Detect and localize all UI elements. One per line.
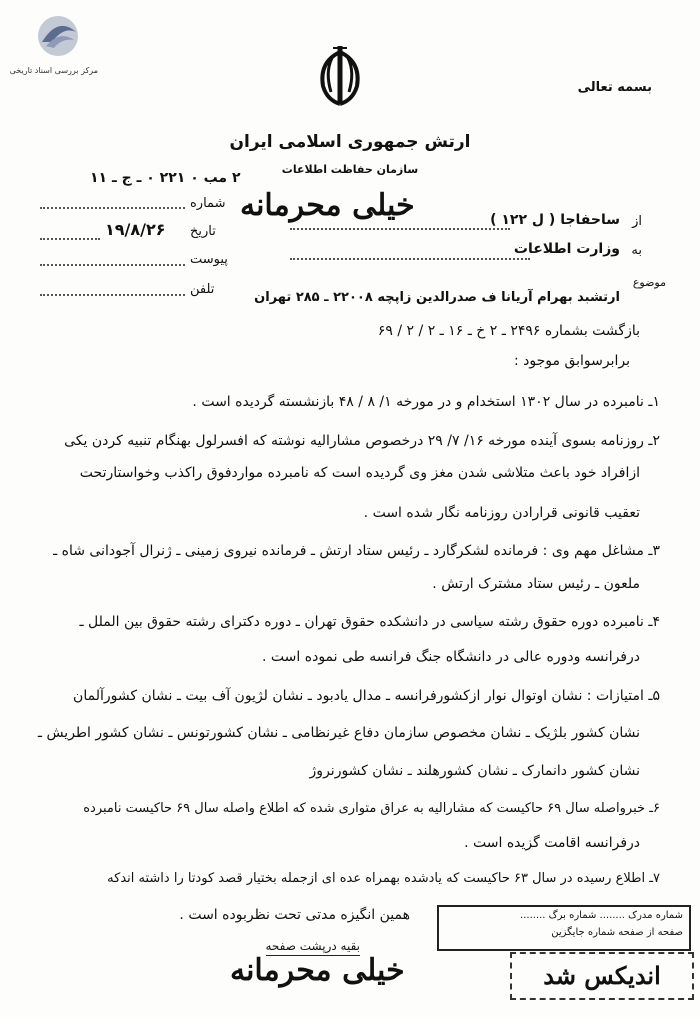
from-value: ساحفاجا ( ل ۱۲۲ ) — [490, 212, 620, 228]
body-line: ۳ـ مشاغل مهم وی : فرمانده لشکرگارد ـ رئیس ستاد ارتش ـ فرمانده نیروی زمینی ـ ژنرال آجودانی شاه ـ — [53, 543, 660, 559]
from-dots — [290, 228, 510, 230]
number-dots — [40, 207, 185, 209]
body-line: نشان کشور بلژیک ـ نشان مخصوص سازمان دفاع غیرنظامی ـ نشان کشورتونس ـ نشان کشور اطریش ـ — [37, 725, 640, 741]
from-label: از — [632, 214, 642, 229]
body-line: ملعون ـ رئیس ستاد مشترک ارتش . — [432, 576, 640, 592]
letter-number-value: ۲ مب ۰ ۲۲۱ ۰ ـ ج ـ ۱۱ — [90, 170, 241, 186]
classification-stamp-bottom: خیلی محرمانه — [230, 953, 405, 988]
body-line: درفرانسه اقامت گزیده است . — [464, 835, 640, 851]
body-line: تعقیب قانونی قرارادن روزنامه نگار شده است . — [363, 505, 640, 521]
register-line-2: صفحه از صفحه شماره جایگزین — [551, 927, 683, 938]
date-dots — [40, 238, 100, 240]
document-register-box — [437, 905, 691, 951]
body-line: ۵ـ امتیازات : نشان اوتوال نوار ازکشورفرانسه ـ مدال یادبود ـ نشان لژیون آف بیت ـ نشان کشورآلمان — [73, 688, 660, 704]
logo-caption: مرکز بررسی اسناد تاریخی — [9, 66, 98, 75]
to-label: به — [631, 243, 642, 258]
basmala: بسمه تعالی — [577, 80, 652, 95]
subject-value: ارتشبد بهرام آریانا ف صدرالدین زاپچه ۲۲۰۰۸ ـ ۲۸۵ تهران — [254, 290, 620, 305]
archive-logo — [9, 12, 98, 75]
phone-dots — [40, 294, 185, 296]
intro-line: برابرسوابق موجود : — [513, 353, 630, 369]
indexed-stamp: اندیکس شد — [510, 952, 694, 1000]
date-value: ۱۹/۸/۲۶ — [105, 220, 166, 239]
subject-label: موضوع — [632, 276, 666, 289]
to-dots — [290, 258, 530, 260]
register-line-1: شماره مدرک ........ شماره برگ ........ — [520, 910, 683, 921]
body-line: ۱ـ نامبرده در سال ۱۳۰۲ استخدام و در مورخه ۱/ ۸ / ۴۸ بازنشسته گردیده است . — [192, 394, 660, 410]
body-line: نشان کشور دانمارک ـ نشان کشورهلند ـ نشان کشورنروژ — [309, 763, 640, 779]
body-line: ۴ـ نامبرده دوره حقوق رشته سیاسی در دانشکده حقوق تهران ـ دوره دکترای رشته حقوق بین الملل ـ — [79, 614, 660, 630]
body-line: ۶ـ خبرواصله سال ۶۹ حاکیست که مشارالیه به عراق متواری شده که اطلاع واصله سال ۶۹ حاکیست نامبرده — [83, 801, 660, 816]
emblem-icon — [305, 42, 375, 112]
body-line: درفرانسه ودوره عالی در دانشگاه جنگ فرانسه طی نموده است . — [262, 649, 640, 665]
classification-stamp-top: خیلی محرمانه — [240, 188, 415, 223]
reference-line: بازگشت بشماره ۲۴۹۶ ـ ۲ خ ـ ۱۶ ـ ۲ / ۲ / ۶۹ — [377, 323, 640, 339]
to-value: وزارت اطلاعات — [513, 241, 620, 257]
attachment-dots — [40, 264, 185, 266]
body-line: ۲ـ روزنامه بسوی آینده مورخه ۱۶/ ۷/ ۲۹ درخصوص مشارالیه نوشته که افسرلول بهنگام تنبیه کردن یکی — [64, 433, 660, 449]
date-label: تاریخ — [190, 224, 216, 239]
archive-logo-icon — [28, 12, 88, 60]
army-title: ارتش جمهوری اسلامی ایران — [229, 132, 471, 152]
body-line: همین انگیزه مدتی تحت نظربوده است . — [179, 907, 410, 923]
organization-title: سازمان حفاظت اطلاعات — [281, 163, 419, 176]
attachment-label: پیوست — [190, 252, 228, 267]
body-line: ۷ـ اطلاع رسیده در سال ۶۳ حاکیست که یادشده بهمراه عده ای ازجمله بختیار قصد کودتا را داشته اندکه — [107, 871, 660, 886]
continued-note: بقیه درپشت صفحه — [266, 937, 361, 956]
body-line: ازافراد خود باعث متلاشی شدن مغز وی گردیده است که نامبرده مواردفوق راکذب وخواستارتحت — [79, 465, 640, 481]
number-label: شماره — [190, 196, 226, 211]
phone-label: تلفن — [190, 282, 215, 297]
